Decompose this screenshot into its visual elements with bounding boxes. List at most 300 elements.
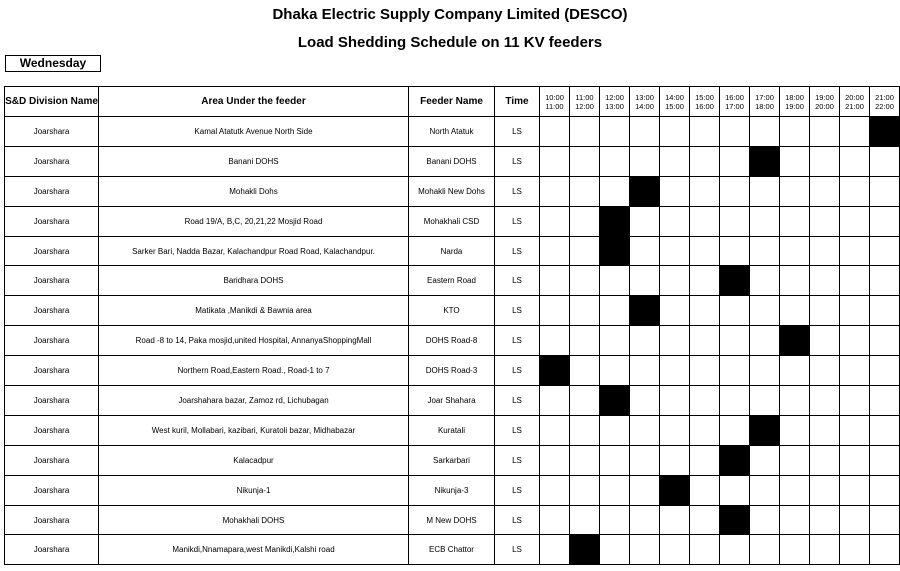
shedding-slot-empty	[630, 236, 660, 266]
shedding-slot-empty	[870, 535, 900, 565]
shedding-slot-empty	[840, 356, 870, 386]
shedding-slot-empty	[540, 326, 570, 356]
shedding-slot-empty	[750, 206, 780, 236]
time-cell: LS	[495, 535, 540, 565]
feeder-cell: DOHS Road-3	[409, 356, 495, 386]
shedding-slot-empty	[540, 117, 570, 147]
shedding-slot-empty	[810, 445, 840, 475]
area-cell: Northern Road,Eastern Road., Road-1 to 7	[99, 356, 409, 386]
time-slot-header	[660, 87, 690, 117]
shedding-slot-empty	[750, 475, 780, 505]
area-cell: Sarker Bari, Nadda Bazar, Kalachandpur Road Road, Kalachandpur.	[99, 236, 409, 266]
feeder-cell: Joar Shahara	[409, 386, 495, 416]
shedding-slot-empty	[810, 475, 840, 505]
shedding-slot-empty	[630, 266, 660, 296]
division-cell: Joarshara	[5, 415, 99, 445]
slot-end: 22:00	[875, 101, 894, 111]
table-row	[5, 475, 900, 505]
shedding-slot-empty	[690, 117, 720, 147]
shedding-slot-empty	[720, 206, 750, 236]
area-cell: Road 19/A, B,C, 20,21,22 Mosjid Road	[99, 206, 409, 236]
shedding-slot-empty	[870, 445, 900, 475]
shedding-slot-empty	[810, 266, 840, 296]
shedding-slot-empty	[570, 296, 600, 326]
area-cell: Kalacadpur	[99, 445, 409, 475]
shedding-slot-empty	[840, 117, 870, 147]
shedding-slot-empty	[840, 386, 870, 416]
shedding-slot-empty	[690, 146, 720, 176]
shedding-slot-empty	[750, 176, 780, 206]
shedding-slot-empty	[840, 445, 870, 475]
time-cell: LS	[495, 445, 540, 475]
time-slot-header	[810, 87, 840, 117]
shedding-slot-empty	[540, 146, 570, 176]
division-cell: Joarshara	[5, 386, 99, 416]
division-cell: Joarshara	[5, 176, 99, 206]
slot-end: 12:00	[575, 101, 594, 111]
shedding-slot-empty	[600, 535, 630, 565]
shedding-slot-marked	[870, 117, 900, 147]
shedding-slot-empty	[600, 505, 630, 535]
shedding-slot-empty	[810, 356, 840, 386]
shedding-slot-empty	[570, 266, 600, 296]
shedding-slot-empty	[720, 475, 750, 505]
shedding-slot-empty	[840, 176, 870, 206]
shedding-slot-empty	[600, 356, 630, 386]
shedding-slot-empty	[600, 266, 630, 296]
shedding-slot-marked	[600, 386, 630, 416]
division-cell: Joarshara	[5, 146, 99, 176]
shedding-slot-empty	[750, 296, 780, 326]
shedding-slot-empty	[660, 176, 690, 206]
division-cell: Joarshara	[5, 356, 99, 386]
shedding-slot-empty	[630, 505, 660, 535]
feeder-cell: KTO	[409, 296, 495, 326]
shedding-slot-empty	[540, 445, 570, 475]
slot-start: 19:00	[815, 92, 834, 102]
shedding-slot-empty	[570, 386, 600, 416]
shedding-slot-empty	[600, 415, 630, 445]
shedding-slot-marked	[540, 356, 570, 386]
shedding-slot-empty	[660, 505, 690, 535]
feeder-cell: Mohakli New Dohs	[409, 176, 495, 206]
shedding-slot-empty	[810, 146, 840, 176]
table-row	[5, 356, 900, 386]
feeder-cell: ECB Chattor	[409, 535, 495, 565]
slot-end: 19:00	[785, 101, 804, 111]
slot-start: 10:00	[545, 92, 564, 102]
time-slot-header	[840, 87, 870, 117]
feeder-cell: Eastern Road	[409, 266, 495, 296]
shedding-slot-empty	[630, 475, 660, 505]
shedding-slot-empty	[540, 206, 570, 236]
shedding-slot-empty	[720, 236, 750, 266]
area-cell: Kamal Atatutk Avenue North Side	[99, 117, 409, 147]
feeder-cell: Nikunja-3	[409, 475, 495, 505]
time-cell: LS	[495, 386, 540, 416]
shedding-slot-empty	[660, 356, 690, 386]
shedding-slot-empty	[870, 386, 900, 416]
shedding-slot-empty	[600, 296, 630, 326]
shedding-slot-marked	[630, 296, 660, 326]
shedding-slot-empty	[570, 445, 600, 475]
slot-start: 16:00	[725, 92, 744, 102]
shedding-slot-empty	[660, 146, 690, 176]
shedding-slot-empty	[810, 535, 840, 565]
shedding-slot-empty	[780, 356, 810, 386]
division-cell: Joarshara	[5, 117, 99, 147]
division-cell: Joarshara	[5, 236, 99, 266]
shedding-slot-marked	[750, 415, 780, 445]
time-cell: LS	[495, 236, 540, 266]
table-body	[5, 117, 900, 565]
slot-end: 13:00	[605, 101, 624, 111]
shedding-slot-empty	[570, 505, 600, 535]
shedding-slot-empty	[750, 535, 780, 565]
shedding-slot-empty	[540, 236, 570, 266]
shedding-slot-empty	[630, 445, 660, 475]
time-slot-header	[870, 87, 900, 117]
slot-start: 12:00	[605, 92, 624, 102]
shedding-slot-empty	[690, 176, 720, 206]
division-cell: Joarshara	[5, 535, 99, 565]
shedding-slot-empty	[840, 415, 870, 445]
slot-end: 15:00	[665, 101, 684, 111]
shedding-slot-empty	[690, 236, 720, 266]
shedding-slot-empty	[690, 266, 720, 296]
shedding-slot-empty	[690, 206, 720, 236]
shedding-slot-empty	[780, 266, 810, 296]
shedding-slot-empty	[780, 146, 810, 176]
company-title: Dhaka Electric Supply Company Limited (DESCO)	[272, 6, 628, 23]
shedding-slot-empty	[750, 356, 780, 386]
day-label: Wednesday	[5, 55, 101, 72]
slot-start: 11:00	[575, 92, 594, 102]
slot-start: 21:00	[875, 92, 894, 102]
slot-start: 18:00	[785, 92, 804, 102]
shedding-slot-marked	[600, 206, 630, 236]
column-header-division: S&D Division Name	[5, 87, 99, 117]
slot-start: 17:00	[755, 92, 774, 102]
shedding-slot-empty	[720, 326, 750, 356]
shedding-slot-empty	[840, 475, 870, 505]
shedding-slot-empty	[660, 266, 690, 296]
table-row	[5, 445, 900, 475]
time-cell: LS	[495, 176, 540, 206]
shedding-slot-empty	[870, 415, 900, 445]
shedding-slot-empty	[570, 356, 600, 386]
shedding-slot-marked	[780, 326, 810, 356]
shedding-slot-empty	[690, 445, 720, 475]
shedding-slot-empty	[660, 445, 690, 475]
schedule-subtitle: Load Shedding Schedule on 11 KV feeders	[297, 34, 603, 51]
shedding-slot-empty	[690, 296, 720, 326]
table-header-row	[5, 87, 900, 117]
shedding-slot-empty	[870, 236, 900, 266]
shedding-slot-empty	[810, 296, 840, 326]
shedding-slot-empty	[690, 386, 720, 416]
time-cell: LS	[495, 146, 540, 176]
table-row	[5, 505, 900, 535]
shedding-slot-empty	[810, 386, 840, 416]
time-slot-header	[780, 87, 810, 117]
shedding-slot-empty	[540, 535, 570, 565]
shedding-slot-empty	[840, 236, 870, 266]
shedding-slot-empty	[600, 176, 630, 206]
shedding-slot-empty	[660, 206, 690, 236]
shedding-slot-empty	[690, 326, 720, 356]
area-cell: Mohakhali DOHS	[99, 505, 409, 535]
shedding-slot-empty	[810, 117, 840, 147]
area-cell: Baridhara DOHS	[99, 266, 409, 296]
column-header-feeder: Feeder Name	[409, 87, 495, 117]
shedding-slot-empty	[840, 505, 870, 535]
feeder-cell: Banani DOHS	[409, 146, 495, 176]
shedding-slot-empty	[600, 326, 630, 356]
table-row	[5, 236, 900, 266]
shedding-slot-empty	[630, 146, 660, 176]
shedding-slot-empty	[570, 206, 600, 236]
shedding-slot-empty	[630, 415, 660, 445]
shedding-slot-empty	[810, 176, 840, 206]
time-slot-header	[570, 87, 600, 117]
slot-end: 14:00	[635, 101, 654, 111]
shedding-slot-empty	[690, 505, 720, 535]
column-header-time: Time	[495, 87, 540, 117]
shedding-slot-empty	[570, 236, 600, 266]
time-cell: LS	[495, 266, 540, 296]
shedding-slot-empty	[780, 415, 810, 445]
area-cell: Road -8 to 14, Paka mosjid,united Hospital, AnnanyaShoppingMall	[99, 326, 409, 356]
slot-start: 20:00	[845, 92, 864, 102]
time-cell: LS	[495, 415, 540, 445]
shedding-slot-empty	[840, 206, 870, 236]
slot-start: 14:00	[665, 92, 684, 102]
division-cell: Joarshara	[5, 206, 99, 236]
feeder-cell: M New DOHS	[409, 505, 495, 535]
shedding-slot-empty	[810, 206, 840, 236]
shedding-slot-empty	[780, 117, 810, 147]
shedding-slot-empty	[720, 386, 750, 416]
shedding-slot-empty	[780, 475, 810, 505]
column-header-area: Area Under the feeder	[99, 87, 409, 117]
shedding-slot-empty	[630, 117, 660, 147]
shedding-slot-empty	[660, 296, 690, 326]
shedding-slot-empty	[720, 535, 750, 565]
shedding-slot-empty	[720, 117, 750, 147]
shedding-slot-empty	[750, 117, 780, 147]
slot-end: 18:00	[755, 101, 774, 111]
shedding-slot-marked	[720, 445, 750, 475]
shedding-slot-empty	[870, 206, 900, 236]
shedding-slot-empty	[660, 326, 690, 356]
time-cell: LS	[495, 117, 540, 147]
division-cell: Joarshara	[5, 445, 99, 475]
shedding-slot-empty	[570, 415, 600, 445]
time-cell: LS	[495, 356, 540, 386]
shedding-slot-empty	[720, 415, 750, 445]
shedding-slot-empty	[600, 117, 630, 147]
shedding-slot-empty	[780, 176, 810, 206]
shedding-slot-empty	[660, 535, 690, 565]
shedding-slot-empty	[630, 535, 660, 565]
shedding-slot-empty	[870, 146, 900, 176]
shedding-slot-empty	[810, 326, 840, 356]
area-cell: Banani DOHS	[99, 146, 409, 176]
area-cell: Matikata ,Manikdi & Bawnia area	[99, 296, 409, 326]
shedding-slot-empty	[600, 475, 630, 505]
feeder-cell: DOHS Road-8	[409, 326, 495, 356]
shedding-slot-empty	[870, 356, 900, 386]
shedding-slot-empty	[840, 296, 870, 326]
feeder-cell: Mohakhali CSD	[409, 206, 495, 236]
division-cell: Joarshara	[5, 475, 99, 505]
shedding-slot-empty	[720, 176, 750, 206]
shedding-slot-empty	[630, 326, 660, 356]
shedding-slot-empty	[570, 146, 600, 176]
shedding-slot-marked	[570, 535, 600, 565]
shedding-slot-empty	[780, 296, 810, 326]
time-cell: LS	[495, 326, 540, 356]
shedding-slot-empty	[840, 535, 870, 565]
shedding-slot-empty	[780, 505, 810, 535]
shedding-slot-empty	[690, 475, 720, 505]
shedding-slot-empty	[720, 146, 750, 176]
slot-end: 16:00	[695, 101, 714, 111]
shedding-slot-empty	[750, 445, 780, 475]
shedding-slot-empty	[870, 505, 900, 535]
shedding-slot-empty	[870, 296, 900, 326]
feeder-cell: Sarkarbari	[409, 445, 495, 475]
division-cell: Joarshara	[5, 296, 99, 326]
shedding-slot-empty	[690, 415, 720, 445]
shedding-slot-empty	[540, 415, 570, 445]
shedding-slot-empty	[570, 326, 600, 356]
shedding-slot-empty	[750, 266, 780, 296]
table-row	[5, 415, 900, 445]
shedding-slot-empty	[540, 475, 570, 505]
shedding-slot-marked	[750, 146, 780, 176]
table-row	[5, 206, 900, 236]
table-row	[5, 326, 900, 356]
shedding-slot-empty	[600, 146, 630, 176]
shedding-slot-marked	[720, 505, 750, 535]
time-cell: LS	[495, 296, 540, 326]
shedding-slot-empty	[810, 505, 840, 535]
shedding-slot-empty	[570, 117, 600, 147]
shedding-slot-empty	[750, 386, 780, 416]
time-slot-header	[690, 87, 720, 117]
shedding-slot-empty	[840, 326, 870, 356]
shedding-slot-empty	[630, 356, 660, 386]
division-cell: Joarshara	[5, 505, 99, 535]
area-cell: West kuril, Mollabari, kazibari, Kuratoli bazar, Midhabazar	[99, 415, 409, 445]
slot-end: 17:00	[725, 101, 744, 111]
area-cell: Manikdi,Nnamapara,west Manikdi,Kalshi road	[99, 535, 409, 565]
area-cell: Nikunja-1	[99, 475, 409, 505]
division-cell: Joarshara	[5, 266, 99, 296]
slot-end: 21:00	[845, 101, 864, 111]
shedding-slot-empty	[780, 445, 810, 475]
shedding-slot-empty	[600, 445, 630, 475]
shedding-slot-empty	[840, 266, 870, 296]
shedding-slot-empty	[690, 535, 720, 565]
shedding-slot-empty	[780, 386, 810, 416]
shedding-slot-empty	[720, 356, 750, 386]
feeder-cell: Narda	[409, 236, 495, 266]
shedding-slot-empty	[630, 386, 660, 416]
shedding-slot-empty	[780, 206, 810, 236]
shedding-slot-empty	[870, 266, 900, 296]
shedding-slot-empty	[540, 386, 570, 416]
shedding-slot-empty	[810, 415, 840, 445]
load-shedding-table	[4, 86, 900, 565]
area-cell: Joarshahara bazar, Zamoz rd, Lichubagan	[99, 386, 409, 416]
shedding-slot-empty	[540, 266, 570, 296]
table-row	[5, 266, 900, 296]
feeder-cell: North Atatuk	[409, 117, 495, 147]
shedding-slot-empty	[780, 535, 810, 565]
shedding-slot-empty	[660, 386, 690, 416]
shedding-slot-empty	[660, 236, 690, 266]
shedding-slot-empty	[660, 117, 690, 147]
slot-end: 11:00	[545, 101, 564, 111]
shedding-slot-empty	[660, 415, 690, 445]
shedding-slot-marked	[720, 266, 750, 296]
time-slot-header	[720, 87, 750, 117]
shedding-slot-empty	[570, 176, 600, 206]
shedding-slot-empty	[780, 236, 810, 266]
time-cell: LS	[495, 206, 540, 236]
table-row	[5, 386, 900, 416]
shedding-slot-empty	[750, 326, 780, 356]
time-slot-header	[630, 87, 660, 117]
shedding-slot-empty	[870, 326, 900, 356]
shedding-slot-empty	[750, 236, 780, 266]
slot-start: 15:00	[695, 92, 714, 102]
shedding-slot-empty	[540, 176, 570, 206]
shedding-slot-empty	[690, 356, 720, 386]
table-row	[5, 117, 900, 147]
shedding-slot-empty	[810, 236, 840, 266]
table-row	[5, 296, 900, 326]
shedding-slot-empty	[870, 176, 900, 206]
time-slot-header	[750, 87, 780, 117]
table-row	[5, 146, 900, 176]
shedding-slot-empty	[840, 146, 870, 176]
area-cell: Mohakli Dohs	[99, 176, 409, 206]
shedding-slot-empty	[720, 296, 750, 326]
feeder-cell: Kuratali	[409, 415, 495, 445]
shedding-slot-empty	[870, 475, 900, 505]
time-cell: LS	[495, 505, 540, 535]
table-row	[5, 535, 900, 565]
time-slot-header	[600, 87, 630, 117]
time-cell: LS	[495, 475, 540, 505]
shedding-slot-empty	[750, 505, 780, 535]
shedding-slot-empty	[540, 296, 570, 326]
shedding-slot-marked	[630, 176, 660, 206]
slot-start: 13:00	[635, 92, 654, 102]
table-row	[5, 176, 900, 206]
shedding-slot-marked	[660, 475, 690, 505]
shedding-slot-empty	[540, 505, 570, 535]
slot-end: 20:00	[815, 101, 834, 111]
division-cell: Joarshara	[5, 326, 99, 356]
shedding-slot-marked	[600, 236, 630, 266]
shedding-slot-empty	[570, 475, 600, 505]
time-slot-header	[540, 87, 570, 117]
